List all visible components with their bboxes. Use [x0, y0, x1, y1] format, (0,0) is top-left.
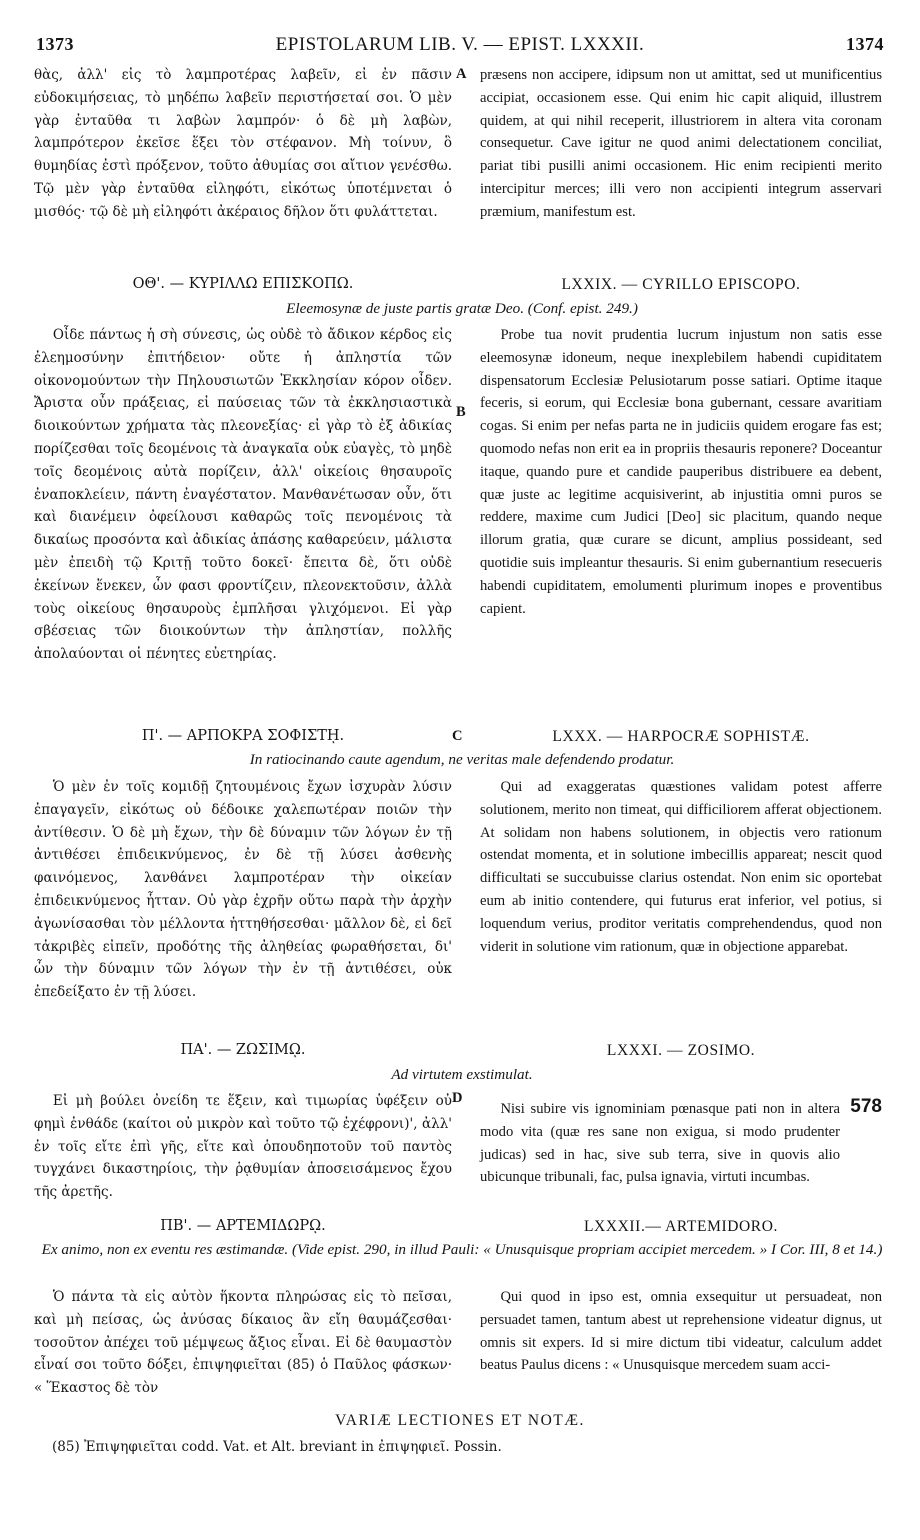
letter-81-latin-heading: LXXXI. — ZOSIMO. [606, 1042, 756, 1059]
page-number-left: 1373 [36, 34, 74, 54]
page-marker: 578 [850, 1096, 882, 1117]
letter-81-latin-text: Nisi subire vis ignominiam pœnasque pati non in altera modo vita (quæ res sane non exigua, si modo prudenter judicas) sed in hac, sive sub terra, sive in quovis alio ubicunque tribunali, fac, pulsa ignavia, virtuti incumbas. [480, 1101, 840, 1186]
letter-80-greek-heading: Π'. — ΑΡΠΟΚΡΑ ΣΟΦΙΣΤῌ. [141, 728, 345, 744]
letter-82-latin-text: Qui quod in ipso est, omnia exsequitur ut persuadeat, non persuadet tamen, tantum abest ut reprehensione videatur dignus, ut omnis sit expers. Id si mire dictum tibi videatur, calculum addet beatus Paulus dicens : « Unusquisque mercedem suam acci- [480, 1289, 882, 1374]
greek-continuation: θὰς, ἀλλ' εἰς τὸ λαμπροτέρας λαβεῖν, εἰ ἐν πᾶσιν εὐδοκιμήσειας, τὸ μηδέπω λαβεῖν περιστήσεταί σοι. Ὁ μὲν γὰρ ἐνταῦθα τι λαβὼν λαμπρόν· ὁ δὲ μὴ λαβὼν, λαμπρότερον ἐκεῖσε ἕξει τὸν στέφανον. Μὴ τοίνυν, ὃ θυμηδίας ἐστὶ πρόξενον, τοῦτο ἀθυμίας σοι αἴτιον γενέσθω. Τῷ μὲν γὰρ ἐνταῦθα εἰληφότι, εἰκότως ὑποτέμνεται ὁ μισθός· τῷ δὲ μὴ εἰληφότι ἀκέραιος δῆλον ὅτι φυλάττεται. [34, 67, 452, 220]
margin-letter-a: A [456, 66, 467, 82]
margin-letter-d: D [452, 1090, 463, 1106]
letter-81-greek-text: Εἰ μὴ βούλει ὀνείδη τε ἕξειν, καὶ τιμωρίας ὑφέξειν οὐ φημὶ ἐνθάδε (καίτοι οὐ μικρὸν καὶ τοῦτο τῷ ἐχέφρονι)', ἀλλ' ἐν τοῖς εἴτε ἐπὶ γῆς, εἴτε καὶ ὁπουδηποτοῦν τοῦ παντὸς τυγχάνει δικαστηρίοις, τὴν ῥᾳθυμίαν ἀποσεισάμενος ἔχου τῆς ἀρετῆς. [34, 1093, 452, 1201]
margin-letter-b: B [456, 404, 466, 420]
letter-82-greek-heading: ΠΒ'. — ΑΡΤΕΜΙΔΩΡῼ. [160, 1218, 326, 1234]
letter-80-latin-heading: LXXX. — HARPOCRÆ SOPHISTÆ. [552, 728, 810, 745]
letter-82-summary: Ex animo, non ex eventu res æstimandæ. (Vide epist. 290, in illud Pauli: « Unusquisque propriam accipiet mercedem. » I Cor. III, 8 et 14.) [41, 1241, 883, 1258]
letter-79-latin-heading: LXXIX. — CYRILLO EPISCOPO. [561, 276, 801, 293]
margin-letter-c: C [452, 728, 463, 744]
latin-continuation: præsens non accipere, idipsum non ut amittat, sed ut munificentius accipiat, occasionem esse. Qui enim hic capit aliquid, illustrem quidem, at qui nihil receperit, illustriorem in altera vita coronam consequetur. Cave igitur ne quod animi delectationem conciliat, pariat tibi pusilli animi occasionem. Hic enim recipienti merito intercipitur merces; illi vero non accipienti integrum asservari præmium, manifestum est. [480, 67, 882, 220]
letter-81-summary: Ad virtutem exstimulat. [391, 1066, 533, 1083]
notes-title: VARIÆ LECTIONES ET NOTÆ. [335, 1412, 585, 1429]
letter-79-summary: Eleemosynæ de juste partis gratæ Deo. (Conf. epist. 249.) [286, 300, 638, 317]
page-number-right: 1374 [846, 34, 884, 54]
letter-80-latin-text: Qui ad exaggeratas quæstiones validam potest afferre solutionem, merito non timeat, qui difficiliorem afferat objectionem. At solidam non habens solutionem, in objectis vero rationum ostendat momenta, et in solutione imbecillis appareat; nescit quod difficultati se succubuisse clarius ostendat. Non enim sic oportebat eum ab initio contendere, qui futurus erat inferior, vel potius, si loquendum verius, proditor veritatis comprehendendus, quod non viderit in solutione vim rationum, quæ in objectione apparebat. [480, 779, 882, 955]
running-header [36, 34, 884, 58]
letter-80-summary: In ratiocinando caute agendum, ne veritas male defendendo prodatur. [249, 751, 675, 768]
letter-79-greek-text: Οἶδε πάντως ἡ σὴ σύνεσις, ὡς οὐδὲ τὸ ἄδικον κέρδος εἰς ἐλεημοσύνην ἐπιτήδειον· οὔτε ἡ ἀπληστία τῶν οἰκονομούντων τὴν Πηλουσιωτῶν Ἐκκλησίαν κόρον οἶδεν. Ἄριστα οὖν πράξειας, εἰ παύσειας τῶν τὰ ἐκκλησιαστικὰ διοικούντων χρήματα τὰς πλεονεξίας· εἰ γὰρ τὸ ἐξ ἀδικίας πορίζεσθαι τοῖς δεομένοις τὰ ἀναγκαῖα οὐκ εὐαγὲς, τὸ μηδὲ τοῖς δεομένοις αὐτὰ πορίζειν, ἀλλ' οἰκείοις θησαυροῖς ἐναποκλείειν, πάντη ἐναγέστατον. Μανθανέτωσαν οὖν, ὅτι καὶ διανέμειν ὀφείλουσι καθαρῶς τοῖς πενομένοις τὰ δικαίως προσόντα καὶ ἀδικίας ἁπάσης καθαρεύειν, μάλιστα μὲν ἐπειδὴ τῷ Κριτῇ τοῦτο δοκεῖ· ἔπειτα δὲ, ὅτι οὐδὲ ἐκείνων ἕνεκεν, ὧν φασι φροντίζειν, πλεονεκτοῦσιν, ἀλλὰ τοὺς οἰκείους θησαυροὺς ἐμπλῆσαι γλιχόμενοι. Εἰ γὰρ σβέσειας τῶν διοικούντων τὴν ἀπληστίαν, πολλῆς ἀπολαύονται οἱ πένητες εὐετηρίας. [34, 327, 452, 663]
running-title: EPISTOLARUM LIB. V. — EPIST. LXXXII. [275, 34, 645, 55]
letter-81-greek-heading: ΠΑ'. — ΖΩΣΙΜῼ. [180, 1042, 306, 1058]
letter-82-latin-heading: LXXXII.— ARTEMIDORO. [583, 1218, 779, 1235]
letter-80-greek-text: Ὁ μὲν ἐν τοῖς κομιδῇ ζητουμένοις ἔχων ἰσχυρὰν λύσιν ἐπαγαγεῖν, εἰκότως οὐ δέδοικε χαλεπωτέραν ποιῶν τὴν ἀντίθεσιν. Ὁ δὲ μὴ ἔχων, τὴν δὲ δύναμιν τῶν λόγων ἐν τῇ ἀντιθέσει ἐπιδεικνύμενος, ἐν δὲ τῇ λύσει ἀσθενὴς φαινόμενος, λανθάνει λαμπροτέραν τὴν οἰκείαν ἐπιδεικνύμενος ἧτταν. Οὐ γὰρ ἐχρῆν οὕτω παρὰ τὴν ἀρχὴν ἀγωνίσασθαι τὸν μέλλοντα ἡττηθήσεσθαι· μᾶλλον δὲ, εἰ δεῖ τἀκριβὲς εἰπεῖν, προδότης τῆς ἀληθείας φωραθήσεται, δι' ὧν τὴν δύναμιν τῶν λόγων τὴν ἐν τῇ ἀντιθέσει, οὐκ ἐπεδείξατο ἐν τῇ λύσει. [34, 779, 452, 1001]
letter-79-greek-heading: ΟΘ'. — ΚΥΡΙΛΛΩ ΕΠΙΣΚΟΠΩ. [132, 276, 354, 292]
letter-82-greek-text: Ὁ πάντα τὰ εἰς αὐτὸν ἥκοντα πληρώσας εἰς τὸ πεῖσαι, καὶ μὴ πείσας, ὡς ἀνύσας δίκαιος ἂν εἴη θαυμάζεσθαι· τοσοῦτον ἀπέχει τοῦ μέμψεως ἄξιος εἶναι. Εἰ δὲ θαυμαστὸν εἶναί σοι τοῦτο δόξει, ἐπιψηφιεῖται (85) ὁ Παῦλος φάσκων· « Ἕκαστος δὲ τὸν [34, 1289, 452, 1397]
note-85: (85) Ἐπιψηφιεῖται codd. Vat. et Alt. breviant in ἐπιψηφιεῖ. Possin. [52, 1439, 502, 1455]
letter-79-latin-text: Probe tua novit prudentia lucrum injustum non satis esse eleemosynæ idoneum, neque inexplebilem habendi cupiditatem dispensatorum Ecclesiæ Pelusiotarum posse satiari. Optime itaque feceris, si eorum, qui Ecclesiæ bona gubernant, cessare avaritiam cogas. Si enim per nefas parta ne in judiciis quidem erogare fas est; quomodo nefas non erit ea in propriis thesauris reponere? Doceantur itaque, quando pure et candide pauperibus distribuere ea debent, quæ juste ac legitime acquisiverint, ab injustitia omni puros se reddere, maxime cum Judici [Deo] sic placitum, quando neque illorum gratia, quæ curare se dicunt, amplius possideant, sed quotidie suis impleantur thesauris. Si enim gubernantium resecueris habendi cupiditatem, emolumenti plurimum inopes e proventibus capient. [480, 327, 882, 617]
